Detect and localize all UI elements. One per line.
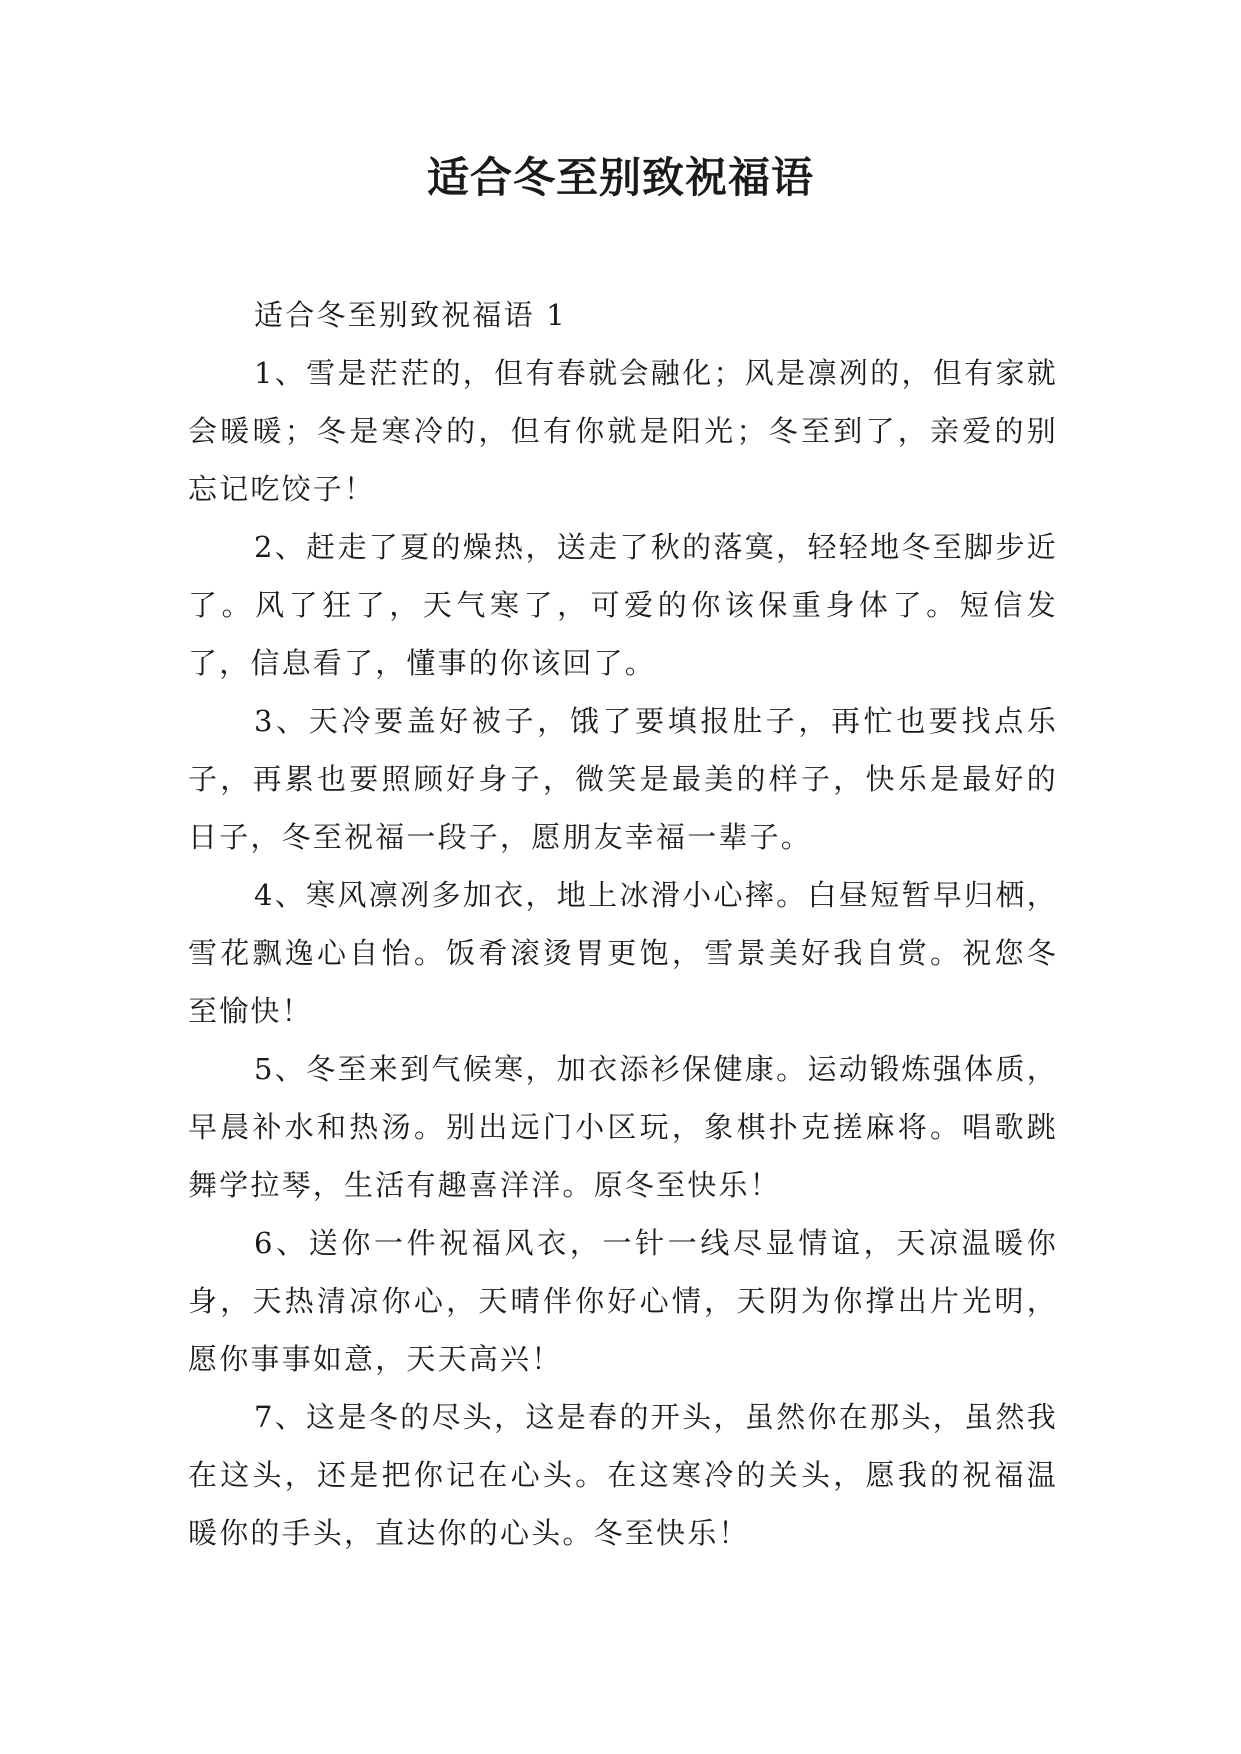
paragraph-1: 1、雪是茫茫的，但有春就会融化；风是凛冽的，但有家就会暖暖；冬是寒冷的，但有你就是阳光；冬至到了，亲爱的别忘记吃饺子！ — [188, 356, 1058, 506]
paragraph-7: 7、这是冬的尽头，这是春的开头，虽然你在那头，虽然我在这头，还是把你记在心头。在这寒冷的关头，愿我的祝福温暖你的手头，直达你的心头。冬至快乐！ — [188, 1400, 1058, 1550]
paragraph-2: 2、赶走了夏的燥热，送走了秋的落寞，轻轻地冬至脚步近了。风了狂了，天气寒了，可爱的你该保重身体了。短信发了，信息看了，懂事的你该回了。 — [188, 530, 1058, 680]
document-body — [188, 286, 1058, 1562]
paragraph-3: 3、天冷要盖好被子，饿了要填报肚子，再忙也要找点乐子，再累也要照顾好身子，微笑是最美的样子，快乐是最好的日子，冬至祝福一段子，愿朋友幸福一辈子。 — [188, 704, 1058, 854]
paragraph-5: 5、冬至来到气候寒，加衣添衫保健康。运动锻炼强体质，早晨补水和热汤。别出远门小区玩，象棋扑克搓麻将。唱歌跳舞学拉琴，生活有趣喜洋洋。原冬至快乐！ — [188, 1052, 1058, 1202]
paragraph-6: 6、送你一件祝福风衣，一针一线尽显情谊，天凉温暖你身，天热清凉你心，天晴伴你好心情，天阴为你撑出片光明，愿你事事如意，天天高兴！ — [188, 1226, 1058, 1376]
document-title: 适合冬至别致祝福语 — [426, 153, 814, 202]
paragraph-4: 4、寒风凛冽多加衣，地上冰滑小心摔。白昼短暂早归栖，雪花飘逸心自怡。饭肴滚烫胃更饱，雪景美好我自赏。祝您冬至愉快！ — [188, 878, 1058, 1028]
section-heading: 适合冬至别致祝福语 1 — [254, 298, 567, 332]
